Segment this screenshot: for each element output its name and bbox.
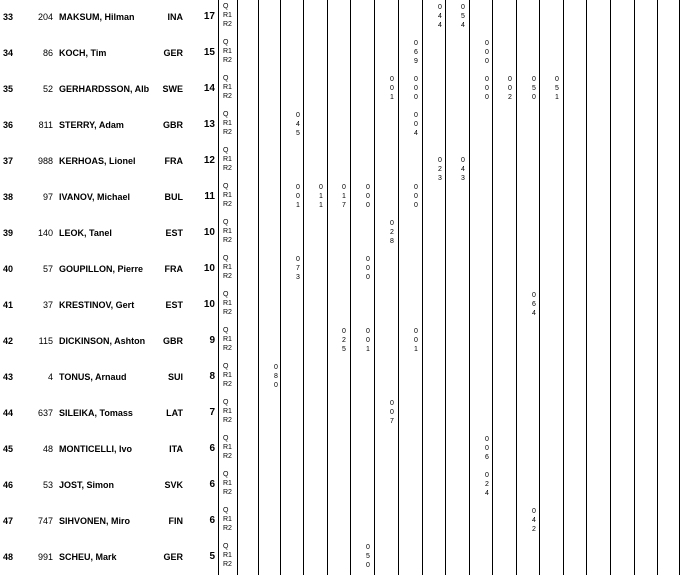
attempt-digit: 4	[461, 22, 465, 29]
athlete-name: SILEIKA, Tomass	[59, 408, 133, 418]
rank-cell: 37	[3, 156, 14, 166]
nation-code: ITA	[169, 444, 183, 454]
attempt-digit: 0	[366, 274, 370, 281]
attempt-digit: 4	[296, 121, 300, 128]
rank-cell: 39	[3, 228, 14, 238]
total-score: 12	[203, 155, 215, 166]
attempt-digit: 8	[274, 373, 278, 380]
attempt-digit: 4	[414, 130, 418, 137]
attempt-digit: 0	[508, 76, 512, 83]
attempt-digit: 0	[366, 193, 370, 200]
total-score: 15	[203, 47, 215, 58]
attempt-digit: 0	[366, 337, 370, 344]
attempt-digit: 3	[296, 274, 300, 281]
round-label: R1	[223, 336, 232, 343]
bib-cell: 991	[37, 552, 53, 562]
nation-code: SUI	[167, 372, 183, 382]
attempt-digit: 0	[319, 184, 323, 191]
attempt-digit: 0	[342, 328, 346, 335]
attempt-digit: 1	[296, 202, 300, 209]
attempt-digit: 0	[485, 58, 489, 65]
round-label: R1	[223, 156, 232, 163]
round-label: Q	[223, 183, 229, 190]
round-label: R1	[223, 48, 232, 55]
attempt-digit: 2	[342, 337, 346, 344]
attempt-digit: 0	[485, 76, 489, 83]
athlete-name: IVANOV, Michael	[59, 192, 131, 202]
nation-code: FRA	[164, 156, 183, 166]
total-score: 6	[209, 479, 215, 490]
attempt-digit: 0	[414, 184, 418, 191]
round-label: Q	[223, 291, 229, 298]
round-label: R2	[223, 525, 232, 532]
total-score: 5	[209, 551, 215, 562]
table-row	[0, 324, 681, 360]
round-label: R1	[223, 264, 232, 271]
attempt-digit: 1	[319, 193, 323, 200]
attempt-digit: 0	[438, 4, 442, 11]
round-label: R2	[223, 93, 232, 100]
rank-cell: 35	[3, 84, 14, 94]
attempt-digit: 0	[342, 184, 346, 191]
attempt-digit: 4	[532, 517, 536, 524]
round-label: R2	[223, 453, 232, 460]
table-row	[0, 504, 681, 540]
round-label: R1	[223, 552, 232, 559]
attempt-digit: 0	[508, 85, 512, 92]
round-label: R2	[223, 21, 232, 28]
rank-cell: 38	[3, 192, 14, 202]
rank-cell: 34	[3, 48, 14, 58]
attempt-digit: 1	[319, 202, 323, 209]
attempt-digit: 5	[555, 85, 559, 92]
bib-cell: 988	[37, 156, 53, 166]
athlete-name: GERHARDSSON, Alb	[59, 84, 150, 94]
rank-cell: 41	[3, 300, 14, 310]
total-score: 10	[203, 263, 215, 274]
rank-cell: 36	[3, 120, 14, 130]
athlete-name: SIHVONEN, Miro	[59, 516, 131, 526]
total-score: 10	[203, 299, 215, 310]
table-row	[0, 36, 681, 72]
attempt-digit: 0	[414, 202, 418, 209]
rank-cell: 48	[3, 552, 14, 562]
attempt-digit: 2	[390, 229, 394, 236]
attempt-digit: 0	[532, 292, 536, 299]
table-row	[0, 216, 681, 252]
round-label: R2	[223, 561, 232, 568]
attempt-digit: 0	[461, 4, 465, 11]
total-score: 6	[209, 515, 215, 526]
attempt-digit: 0	[366, 562, 370, 569]
attempt-digit: 0	[485, 436, 489, 443]
bib-cell: 97	[42, 192, 53, 202]
nation-code: SVK	[164, 480, 183, 490]
athlete-name: KERHOAS, Lionel	[59, 156, 136, 166]
round-label: R2	[223, 417, 232, 424]
round-label: R2	[223, 273, 232, 280]
table-row	[0, 108, 681, 144]
round-label: R1	[223, 84, 232, 91]
attempt-digit: 1	[366, 346, 370, 353]
total-score: 8	[209, 371, 215, 382]
attempt-digit: 0	[485, 85, 489, 92]
round-label: R1	[223, 300, 232, 307]
round-label: R1	[223, 12, 232, 19]
athlete-name: LEOK, Tanel	[59, 228, 112, 238]
attempt-digit: 0	[532, 76, 536, 83]
athlete-name: KOCH, Tim	[59, 48, 107, 58]
attempt-digit: 0	[485, 94, 489, 101]
athlete-name: GOUPILLON, Pierre	[59, 264, 144, 274]
bib-cell: 811	[38, 120, 53, 130]
total-score: 6	[209, 443, 215, 454]
attempt-digit: 0	[390, 76, 394, 83]
round-label: Q	[223, 507, 229, 514]
rank-cell: 44	[3, 408, 14, 418]
rank-cell: 45	[3, 444, 14, 454]
round-label: Q	[223, 363, 229, 370]
attempt-digit: 1	[414, 346, 418, 353]
total-score: 14	[203, 83, 215, 94]
round-label: Q	[223, 399, 229, 406]
round-label: R2	[223, 129, 232, 136]
bib-cell: 48	[42, 444, 53, 454]
athlete-name: TONUS, Arnaud	[59, 372, 127, 382]
athlete-name: SCHEU, Mark	[59, 552, 117, 562]
round-label: Q	[223, 471, 229, 478]
nation-code: GER	[163, 552, 183, 562]
attempt-digit: 0	[485, 49, 489, 56]
attempt-digit: 6	[414, 49, 418, 56]
rank-cell: 33	[3, 12, 14, 22]
attempt-digit: 0	[414, 337, 418, 344]
round-label: R2	[223, 57, 232, 64]
attempt-digit: 0	[390, 409, 394, 416]
table-row	[0, 360, 681, 396]
attempt-digit: 6	[485, 454, 489, 461]
attempt-digit: 0	[390, 85, 394, 92]
attempt-digit: 0	[485, 40, 489, 47]
attempt-digit: 1	[390, 94, 394, 101]
bib-cell: 37	[42, 300, 53, 310]
attempt-digit: 4	[532, 310, 536, 317]
nation-code: GER	[163, 48, 183, 58]
attempt-digit: 0	[274, 364, 278, 371]
attempt-digit: 5	[461, 13, 465, 20]
nation-code: EST	[165, 228, 183, 238]
rank-cell: 40	[3, 264, 14, 274]
bib-cell: 57	[42, 264, 53, 274]
table-row	[0, 468, 681, 504]
athlete-name: MONTICELLI, Ivo	[59, 444, 132, 454]
rank-cell: 47	[3, 516, 14, 526]
nation-code: LAT	[166, 408, 183, 418]
bib-cell: 53	[42, 480, 53, 490]
nation-code: BUL	[164, 192, 183, 202]
attempt-digit: 0	[461, 157, 465, 164]
attempt-digit: 0	[485, 445, 489, 452]
round-label: R1	[223, 120, 232, 127]
bib-cell: 4	[47, 372, 53, 382]
total-score: 9	[209, 335, 215, 346]
attempt-digit: 4	[461, 166, 465, 173]
bib-cell: 204	[37, 12, 53, 22]
attempt-digit: 5	[342, 346, 346, 353]
attempt-digit: 0	[414, 40, 418, 47]
attempt-digit: 4	[438, 13, 442, 20]
bib-cell: 747	[37, 516, 53, 526]
round-label: Q	[223, 111, 229, 118]
round-label: R2	[223, 201, 232, 208]
attempt-digit: 0	[438, 157, 442, 164]
round-label: Q	[223, 147, 229, 154]
round-label: R2	[223, 489, 232, 496]
attempt-digit: 4	[438, 22, 442, 29]
round-label: Q	[223, 255, 229, 262]
round-label: Q	[223, 75, 229, 82]
attempt-digit: 2	[508, 94, 512, 101]
round-label: R1	[223, 408, 232, 415]
nation-code: FIN	[168, 516, 183, 526]
attempt-digit: 0	[414, 76, 418, 83]
rank-cell: 42	[3, 336, 14, 346]
attempt-digit: 0	[390, 220, 394, 227]
attempt-digit: 2	[438, 166, 442, 173]
attempt-digit: 0	[296, 112, 300, 119]
athlete-name: MAKSUM, Hilman	[59, 12, 135, 22]
rank-cell: 46	[3, 480, 14, 490]
round-label: R1	[223, 228, 232, 235]
attempt-digit: 9	[414, 58, 418, 65]
attempt-digit: 0	[366, 328, 370, 335]
total-score: 10	[203, 227, 215, 238]
attempt-digit: 0	[414, 121, 418, 128]
attempt-digit: 7	[390, 418, 394, 425]
attempt-digit: 6	[532, 301, 536, 308]
bib-cell: 52	[42, 84, 53, 94]
attempt-digit: 0	[366, 202, 370, 209]
bib-cell: 86	[42, 48, 53, 58]
attempt-digit: 0	[366, 265, 370, 272]
round-label: Q	[223, 327, 229, 334]
round-label: R1	[223, 372, 232, 379]
attempt-digit: 8	[390, 238, 394, 245]
attempt-digit: 0	[390, 400, 394, 407]
attempt-digit: 0	[274, 382, 278, 389]
table-row	[0, 252, 681, 288]
attempt-digit: 0	[414, 112, 418, 119]
attempt-digit: 3	[461, 175, 465, 182]
table-row	[0, 0, 681, 36]
attempt-digit: 2	[532, 526, 536, 533]
nation-code: GBR	[163, 120, 183, 130]
total-score: 17	[203, 11, 215, 22]
attempt-digit: 0	[366, 184, 370, 191]
attempt-digit: 0	[414, 94, 418, 101]
attempt-digit: 3	[438, 175, 442, 182]
athlete-name: STERRY, Adam	[59, 120, 124, 130]
attempt-digit: 4	[485, 490, 489, 497]
attempt-digit: 5	[532, 85, 536, 92]
round-label: R1	[223, 516, 232, 523]
round-label: R2	[223, 381, 232, 388]
table-row	[0, 540, 681, 576]
table-row	[0, 288, 681, 324]
nation-code: GBR	[163, 336, 183, 346]
total-score: 7	[209, 407, 215, 418]
attempt-digit: 0	[296, 256, 300, 263]
attempt-digit: 1	[342, 193, 346, 200]
bib-cell: 140	[37, 228, 53, 238]
attempt-digit: 0	[414, 85, 418, 92]
table-row	[0, 144, 681, 180]
round-label: Q	[223, 3, 229, 10]
table-row	[0, 72, 681, 108]
athlete-name: JOST, Simon	[59, 480, 115, 490]
attempt-digit: 0	[414, 193, 418, 200]
round-label: R2	[223, 237, 232, 244]
attempt-digit: 0	[414, 328, 418, 335]
athlete-name: KRESTINOV, Gert	[59, 300, 135, 310]
round-label: Q	[223, 39, 229, 46]
nation-code: SWE	[162, 84, 183, 94]
attempt-digit: 0	[532, 94, 536, 101]
attempt-digit: 0	[366, 544, 370, 551]
attempt-digit: 0	[485, 472, 489, 479]
nation-code: FRA	[164, 264, 183, 274]
table-row	[0, 432, 681, 468]
round-label: Q	[223, 219, 229, 226]
attempt-digit: 5	[366, 553, 370, 560]
round-label: R2	[223, 345, 232, 352]
round-label: R1	[223, 192, 232, 199]
round-label: Q	[223, 435, 229, 442]
total-score: 13	[203, 119, 215, 130]
bib-cell: 637	[37, 408, 53, 418]
round-label: R2	[223, 165, 232, 172]
attempt-digit: 0	[555, 76, 559, 83]
bib-cell: 115	[38, 336, 53, 346]
round-label: R2	[223, 309, 232, 316]
total-score: 11	[204, 191, 215, 202]
attempt-digit: 1	[555, 94, 559, 101]
round-label: R1	[223, 444, 232, 451]
round-label: Q	[223, 543, 229, 550]
attempt-digit: 7	[296, 265, 300, 272]
attempt-digit: 7	[342, 202, 346, 209]
nation-code: EST	[165, 300, 183, 310]
attempt-digit: 0	[366, 256, 370, 263]
attempt-digit: 0	[532, 508, 536, 515]
attempt-digit: 5	[296, 130, 300, 137]
attempt-digit: 0	[296, 193, 300, 200]
attempt-digit: 0	[296, 184, 300, 191]
attempt-digit: 2	[485, 481, 489, 488]
nation-code: INA	[167, 12, 183, 22]
table-row	[0, 180, 681, 216]
athlete-name: DICKINSON, Ashton	[59, 336, 146, 346]
table-row	[0, 396, 681, 432]
rank-cell: 43	[3, 372, 14, 382]
round-label: R1	[223, 480, 232, 487]
